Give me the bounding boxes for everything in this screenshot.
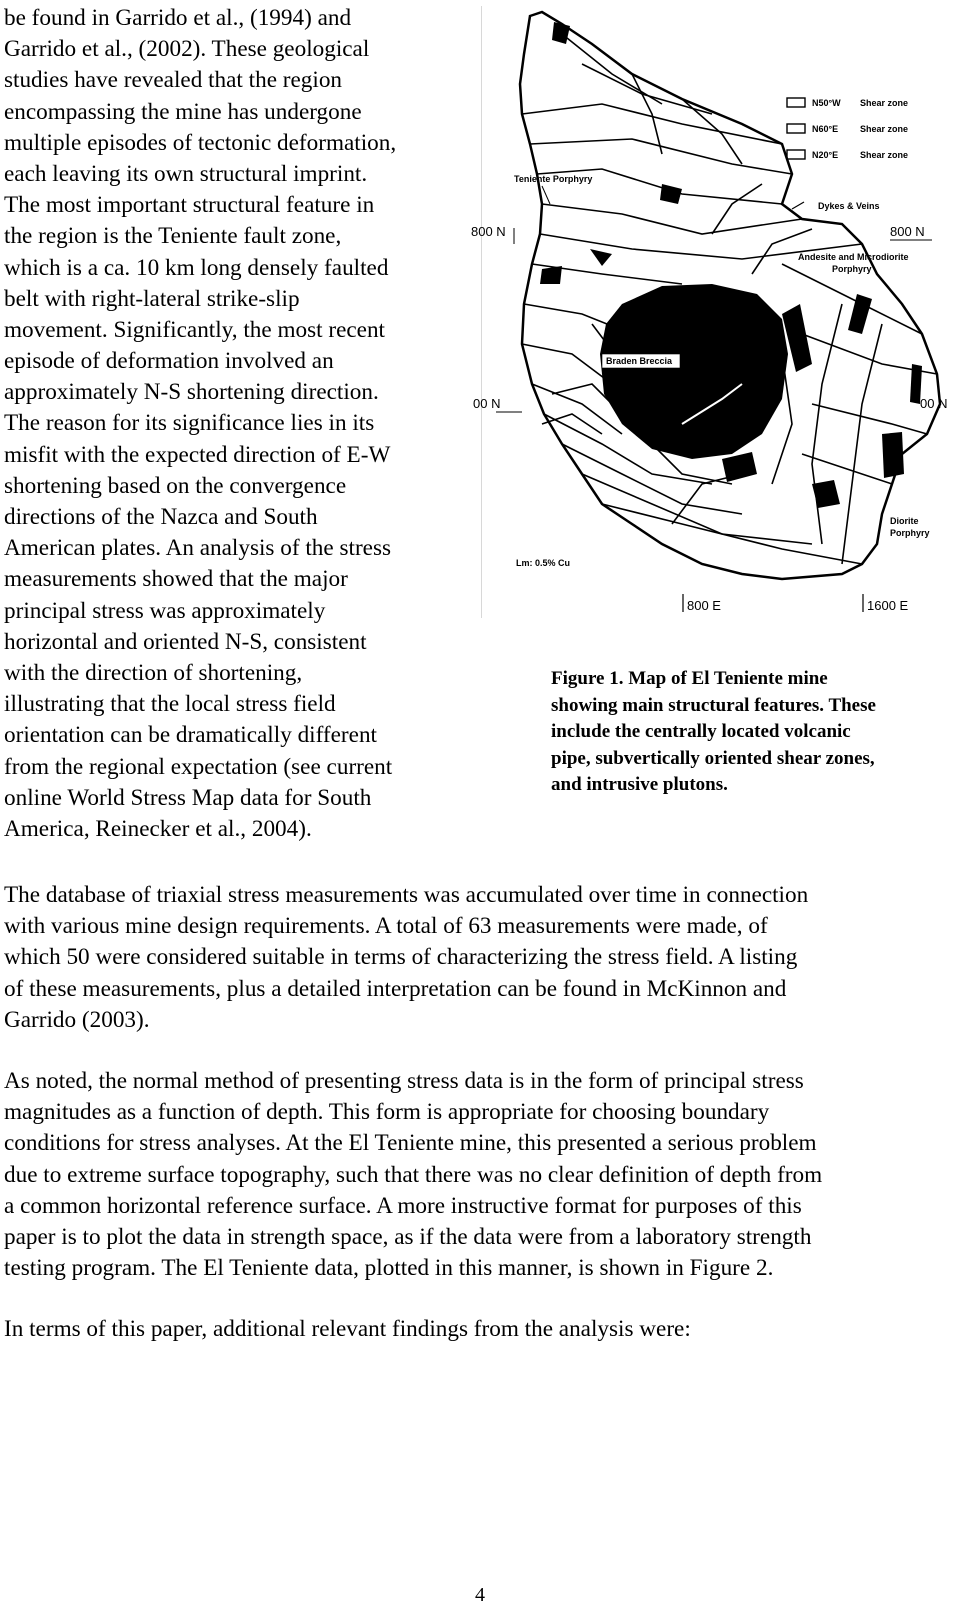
mine-map <box>471 4 960 628</box>
legend-swatch <box>787 98 805 107</box>
legend-code: N50°W <box>812 98 841 108</box>
legend <box>787 98 908 211</box>
paragraph-triaxial-database <box>4 880 956 1036</box>
grid-label-n00-left: 00 N <box>473 396 501 411</box>
legend-swatch <box>787 124 805 133</box>
figure-caption <box>551 666 951 799</box>
dyke-swatch <box>792 202 804 209</box>
caption-line: include the centrally located volcanic <box>551 721 851 743</box>
teniente-porphyry-label: Teniente Porphyry <box>514 174 593 184</box>
text-line: a common horizontal reference surface. A more instructive format for purposes of this <box>4 1192 802 1219</box>
grid-label-e800: 800 E <box>687 598 721 613</box>
grid-label-e1600: 1600 E <box>867 598 909 613</box>
text-line: with the direction of shortening, <box>4 659 303 686</box>
braden-breccia-label: Braden Breccia <box>606 356 673 366</box>
left-column-text <box>4 3 474 845</box>
legend-label: Shear zone <box>860 98 909 108</box>
text-line: be found in Garrido et al., (1994) and <box>4 5 352 31</box>
mine-map-figure <box>471 4 960 628</box>
braden-breccia-pipe <box>600 284 788 459</box>
text-line: Garrido (2003). <box>4 1006 150 1033</box>
caption-line: showing main structural features. These <box>551 694 876 716</box>
text-line: measurements showed that the major <box>4 566 348 593</box>
text-line: As noted, the normal method of presenting stress data is in the form of principal stress <box>4 1068 804 1094</box>
text-line: studies have revealed that the region <box>4 67 343 94</box>
text-line: conditions for stress analyses. At the El Teniente mine, this presented a serious problem <box>4 1130 817 1157</box>
text-line: from the regional expectation (see current <box>4 753 393 780</box>
text-line: horizontal and oriented N-S, consistent <box>4 628 367 655</box>
legend-code: N20°E <box>812 150 839 160</box>
text-line: multiple episodes of tectonic deformation, <box>4 129 397 156</box>
text-line: In terms of this paper, additional relevant findings from the analysis were: <box>4 1316 691 1342</box>
cu-line-label: Lm: 0.5% Cu <box>516 558 571 568</box>
andesite-label: Andesite and Microdiorite <box>798 252 909 262</box>
caption-line: Figure 1. Map of El Teniente mine <box>551 668 828 689</box>
caption-line: and intrusive plutons. <box>551 774 728 796</box>
diorite-label-2: Porphyry <box>890 528 930 538</box>
text-line: the region is the Teniente fault zone, <box>4 223 342 250</box>
text-line: of these measurements, plus a detailed interpretation can be found in McKinnon and <box>4 975 787 1002</box>
text-line: belt with right-lateral strike-slip <box>4 285 300 312</box>
text-line: directions of the Nazca and South <box>4 504 318 530</box>
text-line: The most important structural feature in <box>4 192 375 219</box>
text-line: shortening based on the convergence <box>4 472 347 499</box>
text-line: magnitudes as a function of depth. This form is appropriate for choosing boundary <box>4 1099 770 1126</box>
paragraph-stress-presentation <box>4 1066 956 1284</box>
text-line: which 50 were considered suitable in terms of characterizing the stress field. A listing <box>4 944 798 971</box>
legend-swatch <box>787 150 805 159</box>
text-line: orientation can be dramatically different <box>4 722 377 749</box>
text-line: episode of deformation involved an <box>4 348 334 375</box>
page-number: 4 <box>475 1584 485 1606</box>
legend-dykes-label: Dykes & Veins <box>818 201 880 211</box>
text-line: approximately N-S shortening direction. <box>4 379 379 406</box>
grid-label-n00-right: 00 N <box>920 396 948 411</box>
grid-label-n800-left: 800 N <box>471 224 506 239</box>
grid-label-n800-right: 800 N <box>890 224 925 239</box>
text-line: The database of triaxial stress measurements was accumulated over time in connection <box>4 882 809 908</box>
text-line: illustrating that the local stress field <box>4 691 336 718</box>
text-line: paper is to plot the data in strength space, as if the data were from a laboratory strength <box>4 1223 812 1250</box>
text-line: America, Reinecker et al., 2004). <box>4 815 312 842</box>
text-line: encompassing the mine has undergone <box>4 98 362 125</box>
text-line: The reason for its significance lies in its <box>4 410 375 437</box>
text-line: online World Stress Map data for South <box>4 784 372 811</box>
text-line: due to extreme surface topography, such that there was no clear definition of depth from <box>4 1161 823 1188</box>
legend-label: Shear zone <box>860 150 909 160</box>
text-line: principal stress was approximately <box>4 597 326 624</box>
diorite-label: Diorite <box>890 516 919 526</box>
text-line: American plates. An analysis of the stress <box>4 535 392 562</box>
legend-code: N60°E <box>812 124 839 134</box>
text-line: which is a ca. 10 km long densely faulted <box>4 254 389 281</box>
text-line: Garrido et al., (2002). These geological <box>4 36 370 63</box>
text-line: movement. Significantly, the most recent <box>4 316 385 343</box>
paragraph-findings-intro <box>4 1314 956 1345</box>
caption-line: pipe, subvertically oriented shear zones, <box>551 747 875 769</box>
legend-label: Shear zone <box>860 124 909 134</box>
andesite-label-2: Porphyry <box>832 264 872 274</box>
text-line: testing program. The El Teniente data, plotted in this manner, is shown in Figure 2. <box>4 1255 774 1282</box>
text-line: with various mine design requirements. A total of 63 measurements were made, of <box>4 913 768 940</box>
text-line: each leaving its own structural imprint. <box>4 160 368 187</box>
text-line: misfit with the expected direction of E-W <box>4 441 391 468</box>
